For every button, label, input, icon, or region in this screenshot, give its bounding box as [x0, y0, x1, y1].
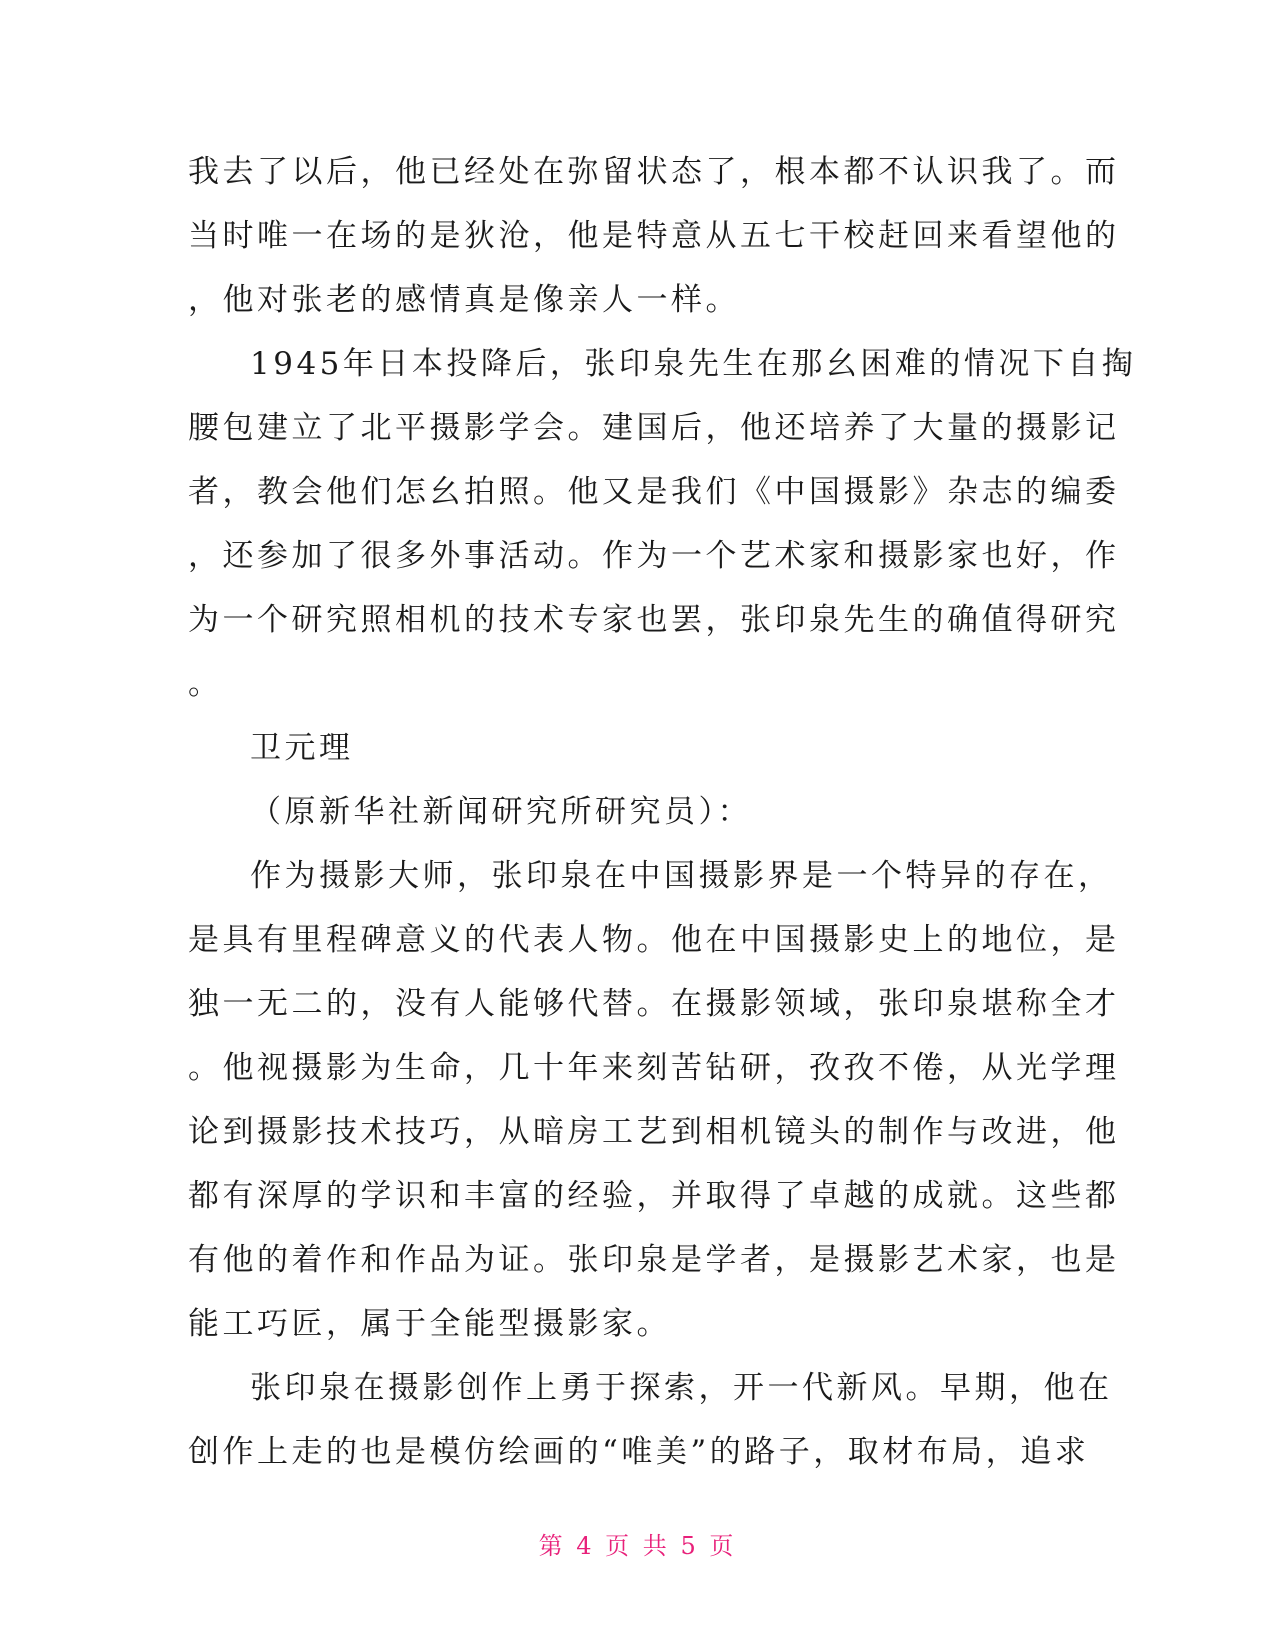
text-line: 张印泉在摄影创作上勇于探索，开一代新风。早期，他在: [250, 1370, 1113, 1406]
text-line: 腰包建立了北平摄影学会。建国后，他还培养了大量的摄影记: [188, 410, 1120, 446]
text-line: 我去了以后，他已经处在弥留状态了，根本都不认识我了。而: [188, 154, 1120, 190]
text-line: 。他视摄影为生命，几十年来刻苦钻研，孜孜不倦，从光学理: [188, 1050, 1120, 1086]
text-line: 有他的着作和作品为证。张印泉是学者，是摄影艺术家，也是: [188, 1242, 1120, 1278]
text-line: 者，教会他们怎幺拍照。他又是我们《中国摄影》杂志的编委: [188, 474, 1120, 510]
document-body: [188, 140, 1137, 1484]
text-line: 独一无二的，没有人能够代替。在摄影领域，张印泉堪称全才: [188, 986, 1120, 1022]
page-number-footer: 第 4 页 共 5 页: [538, 1532, 737, 1560]
text-line: 。: [188, 666, 223, 702]
text-line: ，他对张老的感情真是像亲人一样。: [188, 282, 740, 318]
text-line: 都有深厚的学识和丰富的经验，并取得了卓越的成就。这些都: [188, 1178, 1120, 1214]
speaker-title: （原新华社新闻研究所研究员）：: [250, 794, 752, 830]
text-line: 能工巧匠，属于全能型摄影家。: [188, 1306, 671, 1342]
text-line: 当时唯一在场的是狄沧，他是特意从五七干校赶回来看望他的: [188, 218, 1120, 254]
text-line: ，还参加了很多外事活动。作为一个艺术家和摄影家也好，作: [188, 538, 1120, 574]
text-line: 1945年日本投降后，张印泉先生在那幺困难的情况下自掏: [250, 346, 1137, 382]
text-line: 为一个研究照相机的技术专家也罢，张印泉先生的确值得研究: [188, 602, 1120, 638]
speaker-name: 卫元理: [250, 730, 354, 766]
text-line: 论到摄影技术技巧，从暗房工艺到相机镜头的制作与改进，他: [188, 1114, 1120, 1150]
text-line: 创作上走的也是模仿绘画的“唯美”的路子，取材布局，追求: [188, 1434, 1090, 1470]
text-line: 是具有里程碑意义的代表人物。他在中国摄影史上的地位，是: [188, 922, 1120, 958]
text-line: 作为摄影大师，张印泉在中国摄影界是一个特异的存在，: [250, 858, 1113, 894]
